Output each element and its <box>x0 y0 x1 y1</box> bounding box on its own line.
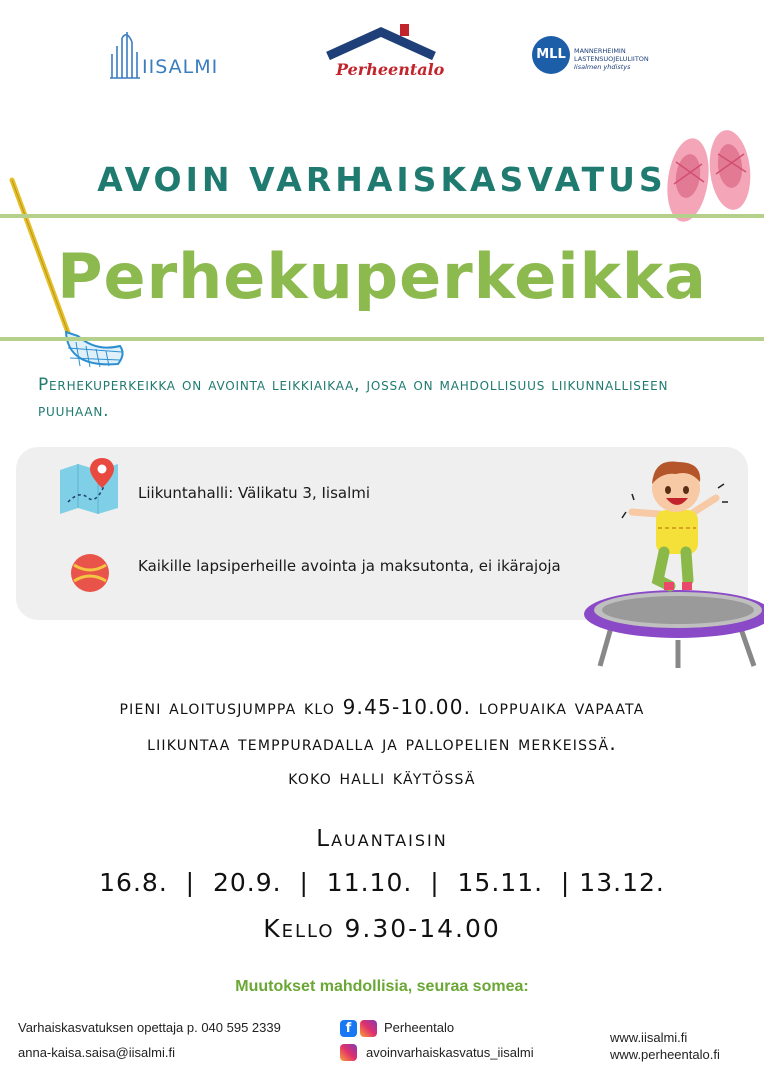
ball-icon <box>70 553 110 593</box>
audience-text: Kaikille lapsiperheille avointa ja maksutonta, ei ikärajoja <box>138 557 561 575</box>
map-pin-icon <box>58 456 120 518</box>
program-subtitle: AVOIN VARHAISKASVATUS <box>97 160 667 199</box>
iisalmi-tower-icon <box>108 28 142 80</box>
facebook-icon[interactable]: f <box>340 1020 357 1037</box>
mll-line3: Iisalmen yhdistys <box>574 63 631 71</box>
mll-line1: MANNERHEIMIN <box>574 47 626 55</box>
intro-text: Perhekuperkeikka on avointa leikkiaikaa, jossa on mahdollisuus liikunnalliseen puuhaan. <box>38 375 669 421</box>
schedule-dates: 16.8. | 20.9. | 11.10. | 15.11. | 13.12. <box>99 868 665 897</box>
iisalmi-logo-text: IISALMI <box>142 56 219 78</box>
location-text: Liikuntahalli: Välikatu 3, Iisalmi <box>138 484 371 502</box>
mll-line2: LASTENSUOJELULIITON <box>574 55 649 63</box>
schedule-day: Lauantaisin <box>316 826 448 852</box>
perheentalo-logo <box>322 22 445 84</box>
teacher-contact: Varhaiskasvatuksen opettaja p. 040 595 2339 <box>18 1020 281 1035</box>
mll-logo <box>532 34 662 78</box>
details-line-2: liikuntaa temppuradalla ja pallopelien merkeissä. <box>147 731 617 755</box>
social-perheentalo[interactable]: Perheentalo <box>384 1020 455 1035</box>
instagram-icon[interactable] <box>360 1020 377 1037</box>
social-icons-row-1 <box>340 1020 377 1037</box>
title-divider-top <box>0 214 764 218</box>
details-line-1: pieni aloitusjumppa klo 9.45-10.00. loppuaika vapaata <box>119 695 645 719</box>
website-iisalmi[interactable]: www.iisalmi.fi <box>610 1030 688 1045</box>
perheentalo-logo-text: Perheentalo <box>336 60 445 79</box>
instagram-icon[interactable] <box>340 1044 357 1061</box>
changes-note: Muutokset mahdollisia, seuraa somea: <box>235 978 529 995</box>
trampoline-kid-illustration <box>582 454 764 676</box>
title-divider-bottom <box>0 337 764 341</box>
schedule-time: Kello 9.30-14.00 <box>263 914 501 943</box>
mll-badge: MLL <box>532 36 570 74</box>
website-perheentalo[interactable]: www.perheentalo.fi <box>610 1047 720 1062</box>
iisalmi-logo <box>108 28 233 80</box>
event-title: Perhekuperkeikka <box>57 240 707 313</box>
social-avoinvarhaiskasvatus[interactable]: avoinvarhaiskasvatus_iisalmi <box>366 1045 534 1060</box>
details-line-3: koko halli käytössä <box>288 765 476 789</box>
teacher-email[interactable]: anna-kaisa.saisa@iisalmi.fi <box>18 1045 175 1060</box>
house-roof-icon <box>322 22 440 62</box>
